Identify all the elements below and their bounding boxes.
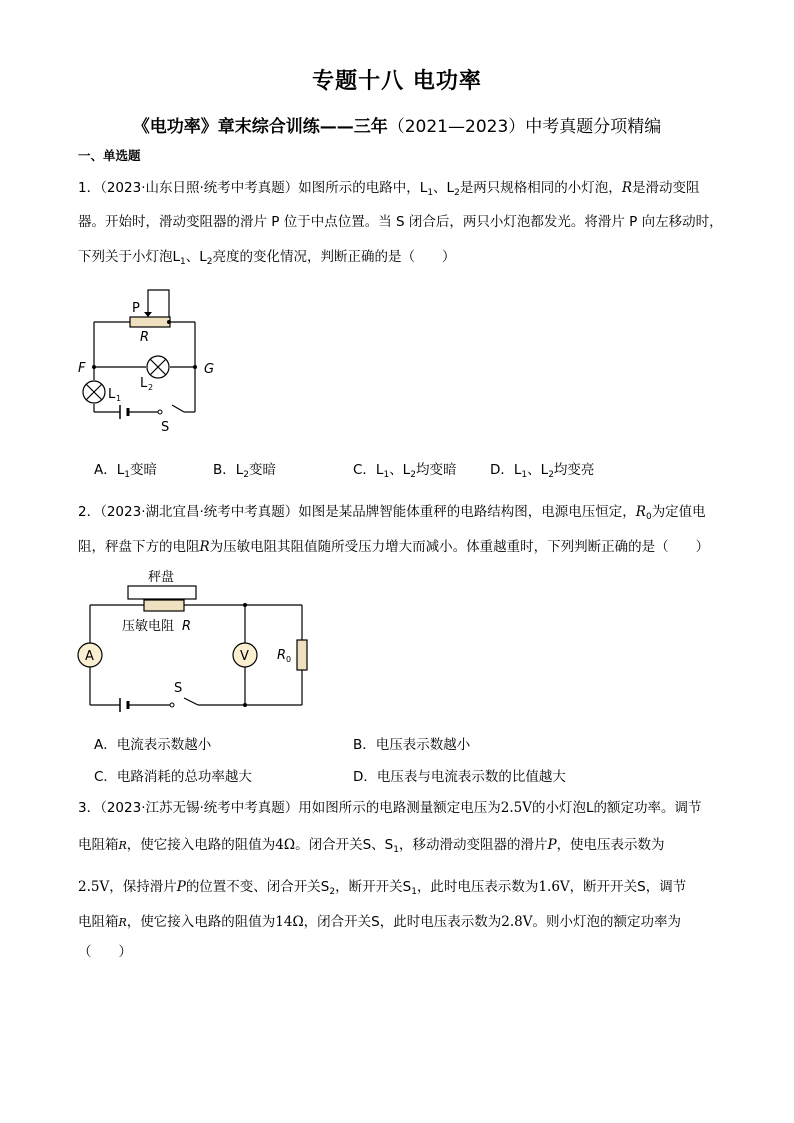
q1-sub: 2: [454, 188, 460, 198]
q2-option-a[interactable]: A．电流表示数越小: [94, 737, 212, 753]
q3-text: ，使它接入电路的阻值为: [126, 914, 276, 930]
q1-opt-text: C．L: [353, 462, 384, 478]
q3-text: ，移动滑动变阻器的滑片: [398, 837, 548, 853]
q2-label-r0: R: [277, 648, 287, 663]
q3-text: ，此时电压表示数为: [416, 879, 539, 895]
q2-stem-line-2: [78, 535, 709, 555]
q3-text: ，使电压表示数为: [556, 837, 665, 853]
q1-label-l1: L: [108, 387, 116, 402]
q1-label-g: G: [204, 362, 215, 377]
q1-label-f: F: [78, 361, 86, 376]
q3-sub: 1: [411, 887, 417, 897]
q3-value: 2.5V: [78, 879, 110, 895]
q1-label-p: P: [132, 301, 140, 316]
q3-text: 的位置不变、闭合开关S: [185, 879, 330, 895]
q3-text: 的小灯泡L的额定功率。调节: [532, 800, 702, 816]
q3-stem-line-3: [78, 875, 686, 897]
q1-text: 、L: [433, 180, 455, 196]
q2-sub: 0: [645, 512, 652, 522]
q1-stem-line-3: [78, 245, 456, 267]
q3-var: R: [118, 839, 127, 852]
q1-opt-text: 、L: [389, 462, 411, 478]
q2-option-c[interactable]: C．电路消耗的总功率越大: [94, 769, 252, 785]
q1-label-r: R: [140, 330, 150, 345]
q2-weighing-pan: [128, 586, 196, 599]
q1-opt-text: 均变亮: [553, 462, 595, 478]
page-title: 专题十八 电功率: [312, 69, 482, 94]
q2-node-bottom: [243, 703, 247, 707]
section-heading: 一、单选题: [78, 148, 141, 163]
q1-opt-text: 变暗: [130, 462, 157, 478]
q1-text: 是滑动变阻: [631, 180, 700, 196]
q2-text: 为定值电: [651, 504, 706, 520]
q2-label-pan: 秤盘: [148, 570, 175, 585]
q3-value: 1.6V: [538, 879, 570, 895]
q1-var: R: [621, 180, 632, 196]
q1-sub: 1: [427, 188, 434, 198]
q2-ammeter: [78, 643, 102, 667]
q1-label-l2: L: [140, 376, 148, 391]
q3-var: P: [547, 837, 557, 853]
q3-answer-blank: （ ）: [78, 944, 132, 960]
q1-label-l2-sub: 2: [148, 383, 154, 392]
q1-text: 1．（2023·山东日照·统考中考真题）如图所示的电路中，L: [78, 180, 428, 196]
q1-label-s: S: [161, 420, 170, 435]
q2-option-b[interactable]: B．电压表示数越小: [353, 737, 471, 753]
q1-opt-text: 均变暗: [415, 462, 457, 478]
page-subtitle: [0, 112, 794, 137]
q1-lamp-l2: [147, 356, 169, 378]
q2-label-r0-sub: 0: [286, 655, 292, 664]
q1-text: 下列关于小灯泡L: [78, 249, 181, 265]
q1-node-f: [92, 365, 96, 369]
q3-var: R: [118, 916, 127, 929]
q1-option-b[interactable]: [213, 458, 276, 480]
q3-text: ，闭合开关S，此时电压表示数为: [303, 914, 502, 930]
q3-text: 电阻箱: [78, 837, 119, 853]
q1-opt-sub: 2: [243, 470, 250, 480]
q1-opt-sub: 2: [548, 470, 554, 480]
q1-sub: 2: [206, 257, 213, 267]
q2-node-top: [243, 603, 247, 607]
q1-opt-text: B．L: [213, 462, 244, 478]
q1-opt-sub: 1: [124, 470, 130, 480]
q1-opt-sub: 1: [521, 470, 528, 480]
q2-option-d[interactable]: D．电压表与电流表示数的比值越大: [353, 769, 566, 785]
q1-switch-contact: [158, 410, 162, 414]
q2-text: 为压敏电阻其阻值随所受压力增大而减小。体重越重时，下列判断正确的是（ ）: [209, 539, 710, 555]
q2-var: R: [199, 539, 210, 555]
q3-text: 3．（2023·江苏无锡·统考中考真题）用如图所示的电路测量额定电压为: [78, 800, 501, 816]
q3-sub: 1: [393, 845, 399, 855]
q3-text: ，保持滑片: [109, 879, 177, 895]
q1-slider-arrow: [144, 312, 152, 317]
q1-sub: 1: [180, 257, 186, 267]
q1-opt-text: 变暗: [249, 462, 277, 478]
q1-option-d[interactable]: [490, 458, 594, 480]
q2-circuit-diagram: [70, 565, 320, 725]
subtitle-years: （2021—2023）中考真题分项精编: [387, 117, 662, 137]
q1-option-a[interactable]: [94, 458, 157, 480]
q3-value: 14Ω: [275, 914, 304, 930]
q3-stem-line-4: [78, 910, 681, 930]
q2-text: 2．（2023·湖北宜昌·统考中考真题）如图是某品牌智能体重秤的电路结构图，电源电压恒定，: [78, 504, 636, 520]
q1-text: 、L: [185, 249, 207, 265]
q1-stem-line-1: [78, 176, 699, 198]
q3-text: 。则小灯泡的额定功率为: [532, 914, 681, 930]
q1-text: 是两只规格相同的小灯泡，: [459, 180, 622, 196]
q3-text: ，断开开关S: [335, 879, 412, 895]
q1-label-l1-sub: 1: [116, 394, 122, 403]
q3-text: 电阻箱: [78, 914, 119, 930]
q3-text: ，使它接入电路的阻值为: [126, 837, 276, 853]
q1-lamp-l1: [83, 381, 105, 403]
q3-value: 2.8V: [501, 914, 533, 930]
q2-voltmeter-label: V: [240, 649, 249, 664]
q2-voltmeter: [233, 643, 257, 667]
q3-sub: 2: [329, 887, 336, 897]
q1-rheostat: [130, 317, 170, 327]
q2-switch-contact: [170, 703, 174, 707]
q2-label-s: S: [174, 681, 183, 696]
q3-text: 。闭合开关S、S: [295, 837, 394, 853]
q3-value: 4Ω: [275, 837, 296, 853]
q3-stem-line-1: [78, 796, 702, 816]
q1-stem-line-2: 器。开始时，滑动变阻器的滑片 P 位于中点位置。当 S 闭合后，两只小灯泡都发光。将滑片 P 向左移动时，: [78, 214, 723, 230]
q1-opt-text: 、L: [527, 462, 549, 478]
q1-circuit-diagram: [70, 282, 230, 442]
q1-node-top: [167, 320, 171, 324]
q1-text: 亮度的变化情况，判断正确的是（ ）: [212, 249, 456, 265]
q2-stem-line-1: [78, 500, 706, 522]
q2-label-resistor: 压敏电阻: [122, 619, 175, 634]
q1-opt-text: A．L: [94, 462, 125, 478]
q2-pressure-resistor: [144, 600, 184, 611]
q3-stem-line-2: [78, 833, 665, 855]
q1-opt-sub: 1: [383, 470, 390, 480]
q1-opt-text: D．L: [490, 462, 522, 478]
q3-text: ，断开开关S，调节: [569, 879, 687, 895]
q2-ammeter-label: A: [85, 649, 94, 664]
q1-node-g: [193, 365, 197, 369]
q2-fixed-resistor-r0: [297, 640, 307, 670]
q2-var: R: [635, 504, 646, 520]
q1-option-c[interactable]: [353, 458, 456, 480]
q2-label-r: R: [182, 619, 192, 634]
q3-value: 2.5V: [500, 800, 532, 816]
q1-opt-sub: 2: [410, 470, 416, 480]
q2-text: 阻，秤盘下方的电阻: [78, 539, 200, 555]
subtitle-main: 《电功率》章末综合训练——三年: [132, 117, 388, 137]
q3-var: P: [176, 879, 186, 895]
